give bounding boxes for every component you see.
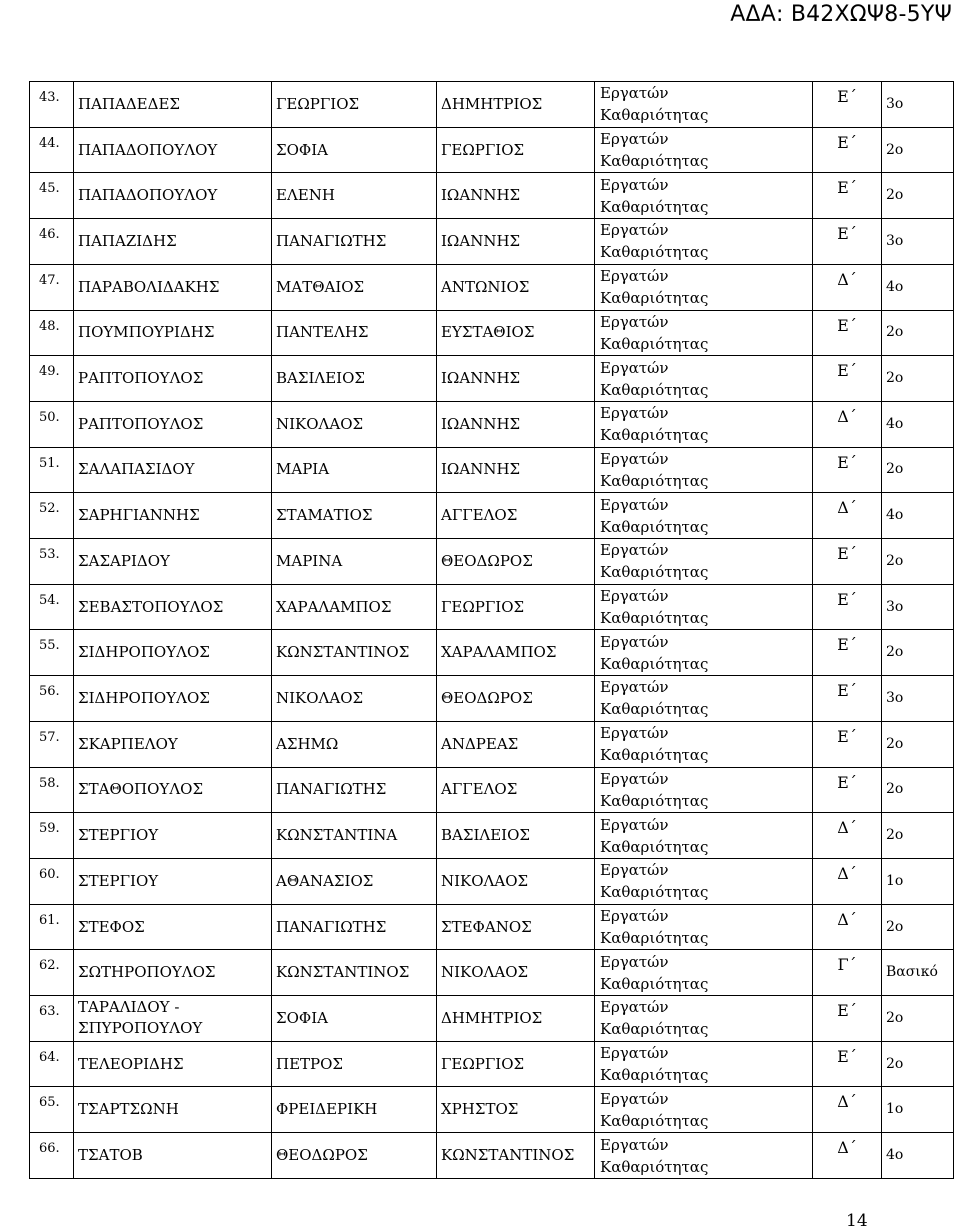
department-line-1: Εργατών xyxy=(600,358,669,377)
first-name-cell: ΠΑΝΑΓΙΩΤΗΣ xyxy=(272,904,437,950)
department-cell xyxy=(595,996,813,1042)
ada-header: ΑΔΑ: Β42ΧΩΨ8-5ΥΨ xyxy=(730,2,952,27)
surname-cell: ΣΩΤΗΡΟΠΟΥΛΟΣ xyxy=(74,950,272,996)
department-line-2: Καθαριότητας xyxy=(600,471,709,490)
department-line-1: Εργατών xyxy=(600,449,669,468)
father-name-cell: ΒΑΣΙΛΕΙΟΣ xyxy=(437,813,595,859)
father-name-cell: ΔΗΜΗΤΡΙΟΣ xyxy=(437,996,595,1042)
table-row xyxy=(30,950,954,996)
father-name-cell: ΝΙΚΟΛΑΟΣ xyxy=(437,950,595,996)
row-number: 43. xyxy=(30,82,74,128)
father-name-cell: ΔΗΜΗΤΡΙΟΣ xyxy=(437,82,595,128)
department-line-1: Εργατών xyxy=(600,861,669,880)
department-cell xyxy=(595,127,813,173)
department-line-2: Καθαριότητας xyxy=(600,700,709,719)
row-number: 60. xyxy=(30,858,74,904)
row-number: 58. xyxy=(30,767,74,813)
grade-step-cell: 2ο xyxy=(882,767,954,813)
page-number: 14 xyxy=(846,1211,868,1231)
category-cell: Ε΄ xyxy=(813,996,882,1042)
father-name-cell: ΝΙΚΟΛΑΟΣ xyxy=(437,858,595,904)
surname-cell: ΣΑΡΗΓΙΑΝΝΗΣ xyxy=(74,493,272,539)
category-cell: Δ΄ xyxy=(813,858,882,904)
category-cell: Δ΄ xyxy=(813,1133,882,1179)
grade-step-cell: Βασικό xyxy=(882,950,954,996)
row-number: 54. xyxy=(30,584,74,630)
surname-cell: ΡΑΠΤΟΠΟΥΛΟΣ xyxy=(74,401,272,447)
surname-cell: ΣΤΑΘΟΠΟΥΛΟΣ xyxy=(74,767,272,813)
category-cell: Δ΄ xyxy=(813,264,882,310)
department-line-1: Εργατών xyxy=(600,632,669,651)
department-cell xyxy=(595,173,813,219)
department-cell xyxy=(595,493,813,539)
father-name-cell: ΙΩΑΝΝΗΣ xyxy=(437,401,595,447)
father-name-cell: ΙΩΑΝΝΗΣ xyxy=(437,356,595,402)
department-cell xyxy=(595,721,813,767)
surname-cell: ΠΑΡΑΒΟΛΙΔΑΚΗΣ xyxy=(74,264,272,310)
department-line-1: Εργατών xyxy=(600,404,669,423)
first-name-cell: ΑΘΑΝΑΣΙΟΣ xyxy=(272,858,437,904)
first-name-cell: ΝΙΚΟΛΑΟΣ xyxy=(272,676,437,722)
row-number: 57. xyxy=(30,721,74,767)
category-cell: Ε΄ xyxy=(813,219,882,265)
surname-cell: ΣΙΔΗΡΟΠΟΥΛΟΣ xyxy=(74,676,272,722)
father-name-cell: ΙΩΑΝΝΗΣ xyxy=(437,447,595,493)
row-number: 48. xyxy=(30,310,74,356)
first-name-cell: ΚΩΝΣΤΑΝΤΙΝΑ xyxy=(272,813,437,859)
department-line-2: Καθαριότητας xyxy=(600,746,709,765)
father-name-cell: ΘΕΟΔΩΡΟΣ xyxy=(437,539,595,585)
first-name-cell: ΜΑΡΙΝΑ xyxy=(272,539,437,585)
first-name-cell: ΦΡΕΙΔΕΡΙΚΗ xyxy=(272,1087,437,1133)
department-line-1: Εργατών xyxy=(600,952,669,971)
category-cell: Ε΄ xyxy=(813,82,882,128)
category-cell: Ε΄ xyxy=(813,630,882,676)
row-number: 66. xyxy=(30,1133,74,1179)
grade-step-cell: 2ο xyxy=(882,356,954,402)
table-row xyxy=(30,721,954,767)
table-row xyxy=(30,1041,954,1087)
first-name-cell: ΣΤΑΜΑΤΙΟΣ xyxy=(272,493,437,539)
department-line-2: Καθαριότητας xyxy=(600,197,709,216)
surname-cell: ΠΟΥΜΠΟΥΡΙΔΗΣ xyxy=(74,310,272,356)
category-cell: Δ΄ xyxy=(813,401,882,447)
first-name-cell: ΚΩΝΣΤΑΝΤΙΝΟΣ xyxy=(272,950,437,996)
table-row xyxy=(30,539,954,585)
department-cell xyxy=(595,310,813,356)
surname-cell: ΤΑΡΑΛΙΔΟΥ - ΣΠΥΡΟΠΟΥΛΟΥ xyxy=(74,996,272,1042)
table-row xyxy=(30,584,954,630)
first-name-cell: ΑΣΗΜΩ xyxy=(272,721,437,767)
first-name-cell: ΠΑΝΑΓΙΩΤΗΣ xyxy=(272,767,437,813)
department-cell xyxy=(595,630,813,676)
table-row xyxy=(30,767,954,813)
department-line-1: Εργατών xyxy=(600,1135,669,1154)
department-cell xyxy=(595,1133,813,1179)
grade-step-cell: 2ο xyxy=(882,1041,954,1087)
surname-cell: ΠΑΠΑΔΟΠΟΥΛΟΥ xyxy=(74,127,272,173)
row-number: 56. xyxy=(30,676,74,722)
surname-cell: ΤΣΑΤΟΒ xyxy=(74,1133,272,1179)
row-number: 55. xyxy=(30,630,74,676)
table-row xyxy=(30,219,954,265)
department-line-2: Καθαριότητας xyxy=(600,929,709,947)
row-number: 46. xyxy=(30,219,74,265)
department-line-2: Καθαριότητας xyxy=(600,837,709,856)
surname-cell: ΣΤΕΡΓΙΟΥ xyxy=(74,858,272,904)
father-name-cell: ΑΝΤΩΝΙΟΣ xyxy=(437,264,595,310)
grade-step-cell: 2ο xyxy=(882,127,954,173)
surname-cell: ΣΙΔΗΡΟΠΟΥΛΟΣ xyxy=(74,630,272,676)
grade-step-cell: 3ο xyxy=(882,82,954,128)
department-line-2: Καθαριότητας xyxy=(600,563,709,582)
first-name-cell: ΠΑΝΤΕΛΗΣ xyxy=(272,310,437,356)
surname-cell: ΣΑΛΑΠΑΣΙΔΟΥ xyxy=(74,447,272,493)
father-name-cell: ΓΕΩΡΓΙΟΣ xyxy=(437,1041,595,1087)
first-name-cell: ΠΕΤΡΟΣ xyxy=(272,1041,437,1087)
row-number: 64. xyxy=(30,1041,74,1087)
grade-step-cell: 2ο xyxy=(882,904,954,950)
department-line-1: Εργατών xyxy=(600,1044,669,1063)
grade-step-cell: 3ο xyxy=(882,219,954,265)
surname-cell: ΤΕΛΕΟΡΙΔΗΣ xyxy=(74,1041,272,1087)
category-cell: Ε΄ xyxy=(813,127,882,173)
department-line-2: Καθαριότητας xyxy=(600,289,709,308)
table-row xyxy=(30,310,954,356)
table-row xyxy=(30,447,954,493)
table-row xyxy=(30,858,954,904)
department-line-1: Εργατών xyxy=(600,769,669,788)
department-cell xyxy=(595,82,813,128)
surname-cell: ΠΑΠΑΔΟΠΟΥΛΟΥ xyxy=(74,173,272,219)
department-line-1: Εργατών xyxy=(600,815,669,834)
category-cell: Γ΄ xyxy=(813,950,882,996)
category-cell: Δ΄ xyxy=(813,904,882,950)
father-name-cell: ΓΕΩΡΓΙΟΣ xyxy=(437,584,595,630)
row-number: 63. xyxy=(30,996,74,1042)
grade-step-cell: 2ο xyxy=(882,721,954,767)
father-name-cell: ΑΝΔΡΕΑΣ xyxy=(437,721,595,767)
department-cell xyxy=(595,904,813,950)
first-name-cell: ΧΑΡΑΛΑΜΠΟΣ xyxy=(272,584,437,630)
department-line-2: Καθαριότητας xyxy=(600,654,709,673)
department-line-1: Εργατών xyxy=(600,998,669,1017)
department-line-1: Εργατών xyxy=(600,1089,669,1108)
father-name-cell: ΕΥΣΤΑΘΙΟΣ xyxy=(437,310,595,356)
row-number: 49. xyxy=(30,356,74,402)
department-cell xyxy=(595,539,813,585)
grade-step-cell: 2ο xyxy=(882,173,954,219)
department-line-1: Εργατών xyxy=(600,587,669,606)
table-row xyxy=(30,1087,954,1133)
category-cell: Ε΄ xyxy=(813,584,882,630)
surname-cell: ΤΣΑΡΤΣΩΝΗ xyxy=(74,1087,272,1133)
category-cell: Δ΄ xyxy=(813,493,882,539)
surname-cell: ΠΑΠΑΔΕΔΕΣ xyxy=(74,82,272,128)
category-cell: Ε΄ xyxy=(813,173,882,219)
surname-cell: ΣΚΑΡΠΕΛΟΥ xyxy=(74,721,272,767)
grade-step-cell: 4ο xyxy=(882,401,954,447)
row-number: 47. xyxy=(30,264,74,310)
father-name-cell: ΙΩΑΝΝΗΣ xyxy=(437,173,595,219)
first-name-cell: ΕΛΕΝΗ xyxy=(272,173,437,219)
table-row xyxy=(30,630,954,676)
grade-step-cell: 2ο xyxy=(882,539,954,585)
father-name-cell: ΓΕΩΡΓΙΟΣ xyxy=(437,127,595,173)
father-name-cell: ΧΡΗΣΤΟΣ xyxy=(437,1087,595,1133)
department-line-1: Εργατών xyxy=(600,907,669,925)
department-line-1: Εργατών xyxy=(600,678,669,697)
row-number: 65. xyxy=(30,1087,74,1133)
department-line-1: Εργατών xyxy=(600,267,669,286)
category-cell: Δ΄ xyxy=(813,1087,882,1133)
father-name-cell: ΘΕΟΔΩΡΟΣ xyxy=(437,676,595,722)
table-row xyxy=(30,813,954,859)
table-row xyxy=(30,356,954,402)
first-name-cell: ΓΕΩΡΓΙΟΣ xyxy=(272,82,437,128)
father-name-cell: ΚΩΝΣΤΑΝΤΙΝΟΣ xyxy=(437,1133,595,1179)
department-line-2: Καθαριότητας xyxy=(600,426,709,445)
department-line-2: Καθαριότητας xyxy=(600,334,709,353)
surname-cell: ΡΑΠΤΟΠΟΥΛΟΣ xyxy=(74,356,272,402)
row-number: 45. xyxy=(30,173,74,219)
category-cell: Ε΄ xyxy=(813,767,882,813)
category-cell: Ε΄ xyxy=(813,539,882,585)
grade-step-cell: 2ο xyxy=(882,630,954,676)
surname-cell: ΣΤΕΡΓΙΟΥ xyxy=(74,813,272,859)
department-line-2: Καθαριότητας xyxy=(600,243,709,262)
department-cell xyxy=(595,356,813,402)
row-number: 50. xyxy=(30,401,74,447)
department-cell xyxy=(595,584,813,630)
grade-step-cell: 1ο xyxy=(882,858,954,904)
department-cell xyxy=(595,1087,813,1133)
row-number: 59. xyxy=(30,813,74,859)
table-row xyxy=(30,401,954,447)
row-number: 53. xyxy=(30,539,74,585)
surname-cell: ΣΑΣΑΡΙΔΟΥ xyxy=(74,539,272,585)
department-cell xyxy=(595,767,813,813)
department-line-2: Καθαριότητας xyxy=(600,1111,709,1130)
father-name-cell: ΑΓΓΕΛΟΣ xyxy=(437,493,595,539)
category-cell: Ε΄ xyxy=(813,721,882,767)
department-line-2: Καθαριότητας xyxy=(600,974,709,993)
grade-step-cell: 2ο xyxy=(882,447,954,493)
first-name-cell: ΣΟΦΙΑ xyxy=(272,996,437,1042)
table-row xyxy=(30,1133,954,1179)
department-line-2: Καθαριότητας xyxy=(600,1066,709,1085)
row-number: 44. xyxy=(30,127,74,173)
first-name-cell: ΜΑΤΘΑΙΟΣ xyxy=(272,264,437,310)
surname-cell: ΣΤΕΦΟΣ xyxy=(74,904,272,950)
department-line-2: Καθαριότητας xyxy=(600,1157,709,1176)
department-line-1: Εργατών xyxy=(600,724,669,743)
grade-step-cell: 4ο xyxy=(882,264,954,310)
category-cell: Ε΄ xyxy=(813,676,882,722)
grade-step-cell: 2ο xyxy=(882,310,954,356)
table-row xyxy=(30,82,954,128)
department-line-1: Εργατών xyxy=(600,175,669,194)
first-name-cell: ΣΟΦΙΑ xyxy=(272,127,437,173)
department-cell xyxy=(595,219,813,265)
department-line-2: Καθαριότητας xyxy=(600,791,709,810)
personnel-table-body xyxy=(30,82,954,1179)
category-cell: Ε΄ xyxy=(813,356,882,402)
table-row xyxy=(30,904,954,950)
department-line-2: Καθαριότητας xyxy=(600,1020,709,1039)
department-line-1: Εργατών xyxy=(600,312,669,331)
department-line-1: Εργατών xyxy=(600,495,669,514)
father-name-cell: ΧΑΡΑΛΑΜΠΟΣ xyxy=(437,630,595,676)
department-line-1: Εργατών xyxy=(600,541,669,560)
department-cell xyxy=(595,401,813,447)
table-row xyxy=(30,676,954,722)
surname-cell: ΠΑΠΑΖΙΔΗΣ xyxy=(74,219,272,265)
first-name-cell: ΘΕΟΔΩΡΟΣ xyxy=(272,1133,437,1179)
first-name-cell: ΝΙΚΟΛΑΟΣ xyxy=(272,401,437,447)
first-name-cell: ΚΩΝΣΤΑΝΤΙΝΟΣ xyxy=(272,630,437,676)
department-cell xyxy=(595,858,813,904)
grade-step-cell: 3ο xyxy=(882,584,954,630)
department-line-1: Εργατών xyxy=(600,84,669,103)
table-row xyxy=(30,127,954,173)
department-cell xyxy=(595,447,813,493)
department-line-2: Καθαριότητας xyxy=(600,380,709,399)
department-cell xyxy=(595,676,813,722)
row-number: 62. xyxy=(30,950,74,996)
father-name-cell: ΙΩΑΝΝΗΣ xyxy=(437,219,595,265)
table-row xyxy=(30,493,954,539)
department-line-2: Καθαριότητας xyxy=(600,106,709,125)
department-line-1: Εργατών xyxy=(600,130,669,149)
father-name-cell: ΑΓΓΕΛΟΣ xyxy=(437,767,595,813)
grade-step-cell: 4ο xyxy=(882,1133,954,1179)
category-cell: Ε΄ xyxy=(813,447,882,493)
grade-step-cell: 2ο xyxy=(882,996,954,1042)
grade-step-cell: 2ο xyxy=(882,813,954,859)
surname-cell: ΣΕΒΑΣΤΟΠΟΥΛΟΣ xyxy=(74,584,272,630)
department-line-2: Καθαριότητας xyxy=(600,152,709,171)
department-cell xyxy=(595,813,813,859)
table-row xyxy=(30,996,954,1042)
grade-step-cell: 1ο xyxy=(882,1087,954,1133)
table-row xyxy=(30,173,954,219)
row-number: 52. xyxy=(30,493,74,539)
department-line-2: Καθαριότητας xyxy=(600,883,709,902)
department-line-2: Καθαριότητας xyxy=(600,517,709,536)
personnel-table xyxy=(29,81,954,1179)
department-cell xyxy=(595,264,813,310)
category-cell: Δ΄ xyxy=(813,813,882,859)
department-line-2: Καθαριότητας xyxy=(600,609,709,628)
department-cell xyxy=(595,950,813,996)
first-name-cell: ΠΑΝΑΓΙΩΤΗΣ xyxy=(272,219,437,265)
row-number: 51. xyxy=(30,447,74,493)
department-line-1: Εργατών xyxy=(600,221,669,240)
category-cell: Ε΄ xyxy=(813,310,882,356)
grade-step-cell: 4ο xyxy=(882,493,954,539)
row-number: 61. xyxy=(30,904,74,950)
first-name-cell: ΜΑΡΙΑ xyxy=(272,447,437,493)
first-name-cell: ΒΑΣΙΛΕΙΟΣ xyxy=(272,356,437,402)
department-cell xyxy=(595,1041,813,1087)
category-cell: Ε΄ xyxy=(813,1041,882,1087)
father-name-cell: ΣΤΕΦΑΝΟΣ xyxy=(437,904,595,950)
grade-step-cell: 3ο xyxy=(882,676,954,722)
table-row xyxy=(30,264,954,310)
